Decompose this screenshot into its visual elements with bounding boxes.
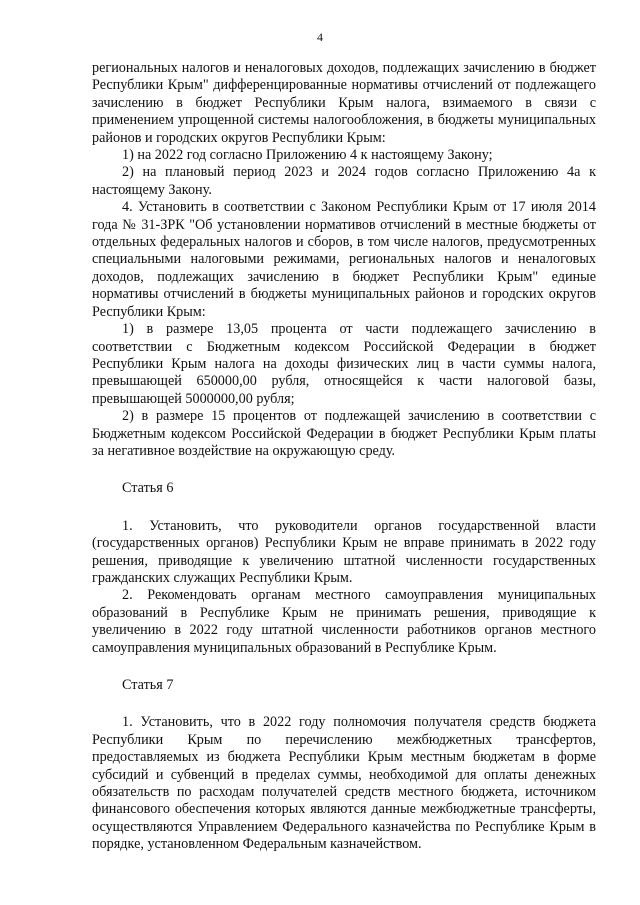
paragraph-item-2: 2) на плановый период 2023 и 2024 годов согласно Приложению 4а к настоящему Закону. xyxy=(92,164,596,198)
paragraph-subitem-1: 1) в размере 13,05 процента от части подлежащего зачислению в соответствии с Бюджетным кодексом Российской Федерации в бюджет Республики Крым налога на доходы физических лиц в части суммы налога, превышающей 650000,00 рубля, относящейся к части налоговой базы, превышающей 5000000,00 рубля; xyxy=(92,321,596,407)
article-6-paragraph-1: 1. Установить, что руководители органов государственной власти (государственных органов) Республики Крым не вправе принимать в 2022 году решения, приводящие к увеличению штатной численности государственных гражданских служащих Республики Крым. xyxy=(92,517,596,586)
paragraph-point-4: 4. Установить в соответствии с Законом Республики Крым от 17 июля 2014 года № 31-ЗРК "Об установлении нормативов отчислений в местные бюджеты от отдельных федеральных налогов и сборов, в том числе налогов, предусмотренных специальными налоговыми режимами, региональных налогов и неналоговых доходов, подлежащих зачислению в бюджет Республики Крым" единые нормативы отчислений в бюджеты муниципальных районов и городских округов Республики Крым: xyxy=(92,199,596,320)
article-6-heading: Статья 6 xyxy=(122,480,174,497)
article-7-paragraph-1: 1. Установить, что в 2022 году полномочия получателя средств бюджета Республики Крым по перечислению межбюджетных трансфертов, предоставляемых из бюджета Республики Крым местным бюджетам в форме субсидий и субвенций в пределах суммы, необходимой для оплаты денежных обязательств по расходам получателей средств местного бюджета, источником финансового обеспечения которых являются данные межбюджетные трансферты, осуществляются Управлением Федерального казначейства по Республике Крым в порядке, установленном Федеральным казначейством. xyxy=(92,714,596,853)
article-6-paragraph-2: 2. Рекомендовать органам местного самоуправления муниципальных образований в Республике Крым не принимать решения, приводящие к увеличению в 2022 году штатной численности работников органов местного самоуправления муниципальных образований в Республике Крым. xyxy=(92,587,596,656)
document-body xyxy=(92,60,596,854)
article-7-heading: Статья 7 xyxy=(122,677,174,693)
paragraph-item-1: 1) на 2022 год согласно Приложению 4 к настоящему Закону; xyxy=(122,147,493,164)
paragraph-continuation: региональных налогов и неналоговых доходов, подлежащих зачислению в бюджет Республики Крым" дифференцированные нормативы отчислений от подлежащего зачислению в бюджет Республики Крым налога, взимаемого в связи с применением упрощенной системы налогообложения, в бюджеты муниципальных районов и городских округов Республики Крым: xyxy=(92,60,596,146)
paragraph-subitem-2: 2) в размере 15 процентов от подлежащей зачислению в соответствии с Бюджетным кодексом Российской Федерации в бюджет Республики Крым платы за негативное воздействие на окружающую среду. xyxy=(92,408,596,459)
page-number: 4 xyxy=(317,30,323,44)
